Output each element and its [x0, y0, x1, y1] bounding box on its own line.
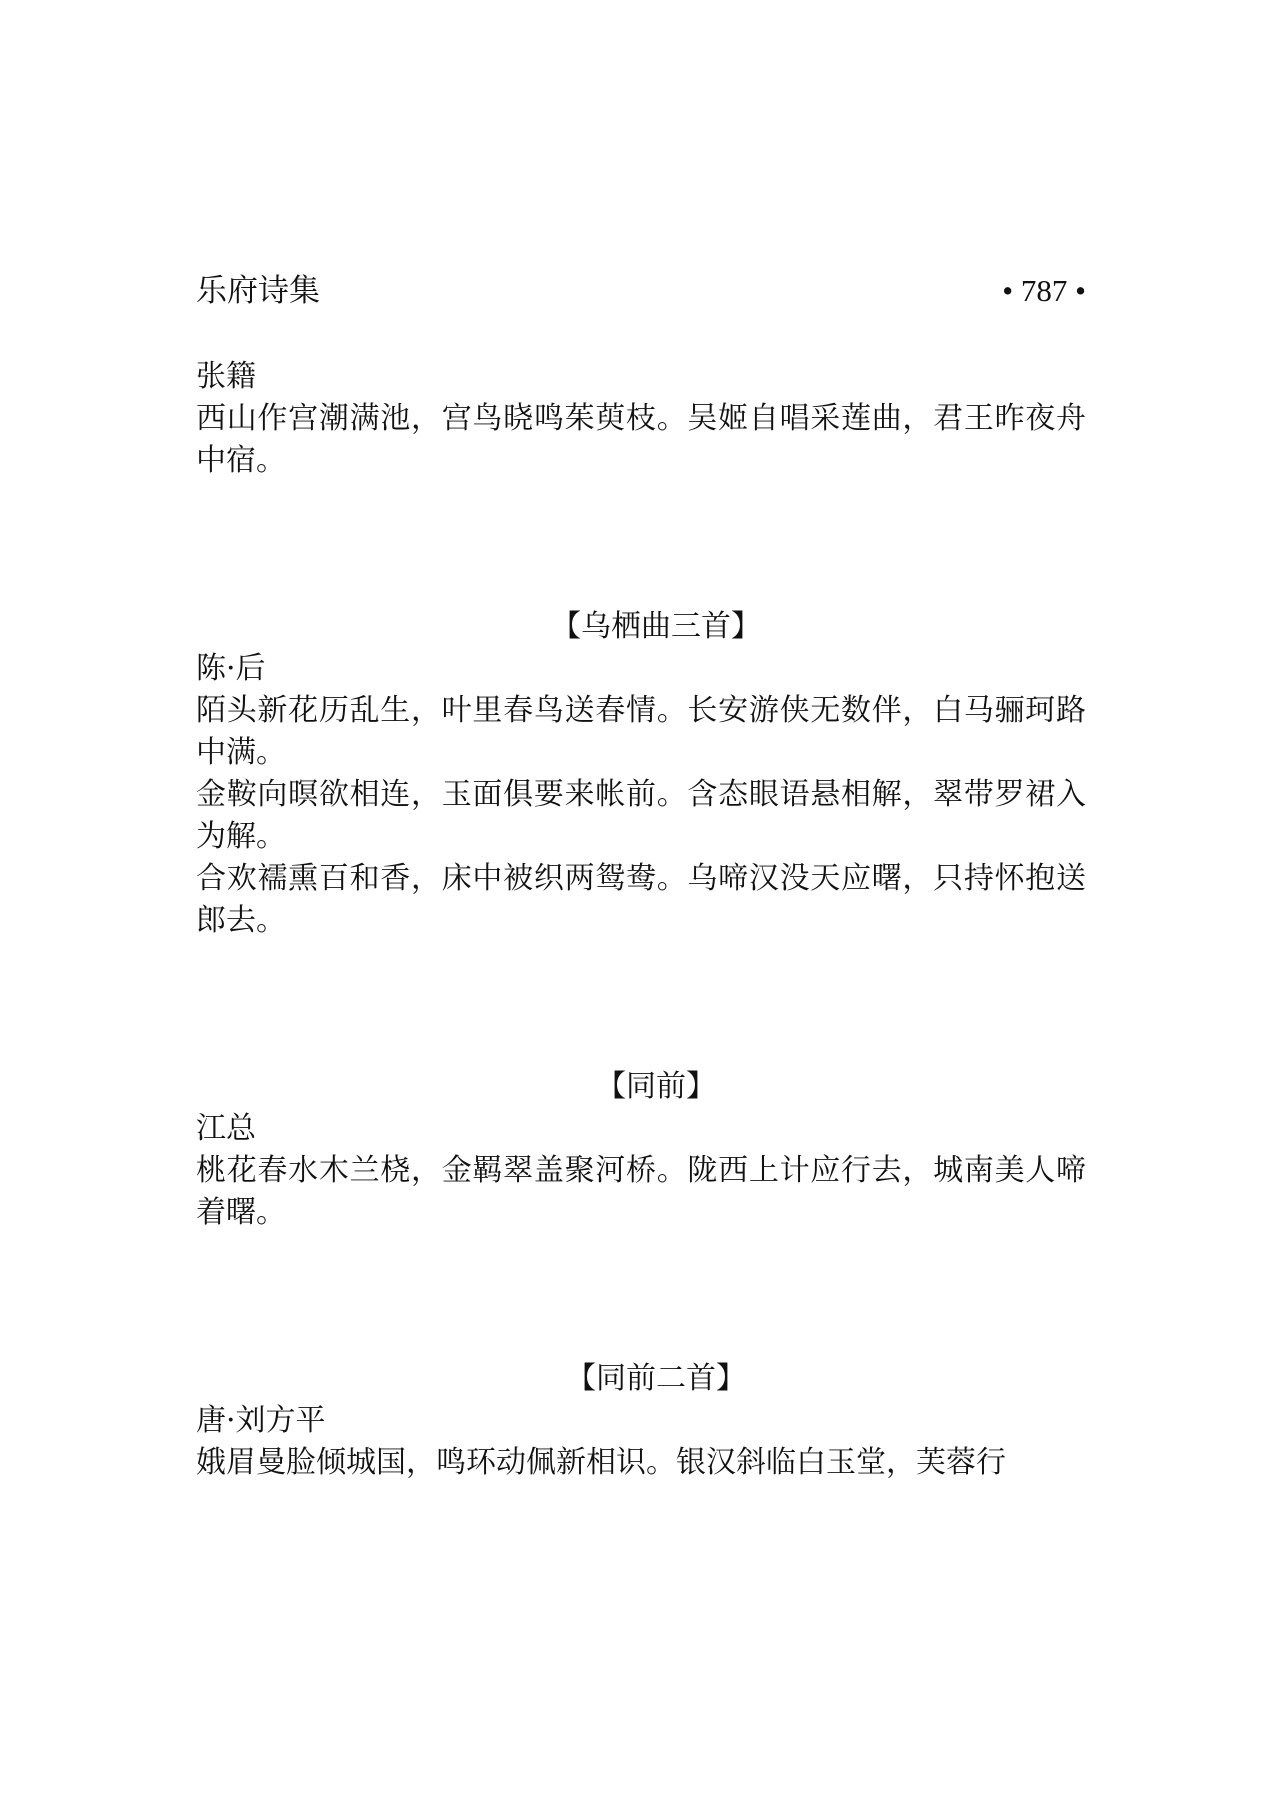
poem-verse: 陌头新花历乱生，叶里春鸟送春情。长安游侠无数伴，白马骊珂路中满。 — [196, 693, 1086, 770]
poem-title: 【同前】 — [596, 1069, 716, 1104]
poem-author: 张籍 — [196, 359, 256, 394]
page-body — [196, 356, 1086, 1484]
poem-title: 【同前二首】 — [566, 1361, 746, 1396]
book-title: 乐府诗集 — [196, 273, 320, 309]
poem-author: 江总 — [196, 1111, 256, 1146]
poem-author: 陈·后 — [196, 651, 266, 686]
poem-section — [196, 1358, 1086, 1484]
poem-section — [196, 606, 1086, 942]
poem-verse: 西山作宫潮满池，宫鸟晓鸣茱萸枝。吴姬自唱采莲曲，君王昨夜舟中宿。 — [196, 401, 1086, 478]
poem-verse: 桃花春水木兰桡，金羁翠盖聚河桥。陇西上计应行去，城南美人啼着曙。 — [196, 1153, 1086, 1230]
poem-verse: 娥眉曼脸倾城国，鸣环动佩新相识。银汉斜临白玉堂，芙蓉行 — [196, 1445, 1006, 1480]
poem-author: 唐·刘方平 — [196, 1403, 326, 1438]
poem-title: 【乌栖曲三首】 — [551, 609, 761, 644]
poem-verse: 合欢襦熏百和香，床中被织两鸳鸯。乌啼汉没天应曙，只持怀抱送郎去。 — [196, 861, 1086, 938]
poem-section — [196, 356, 1086, 482]
page-number: • 787 • — [1002, 273, 1086, 308]
poem-verse: 金鞍向暝欲相连，玉面俱要来帐前。含态眼语悬相解，翠带罗裙入为解。 — [196, 777, 1086, 854]
poem-section — [196, 1066, 1086, 1234]
page-header — [196, 268, 1086, 314]
